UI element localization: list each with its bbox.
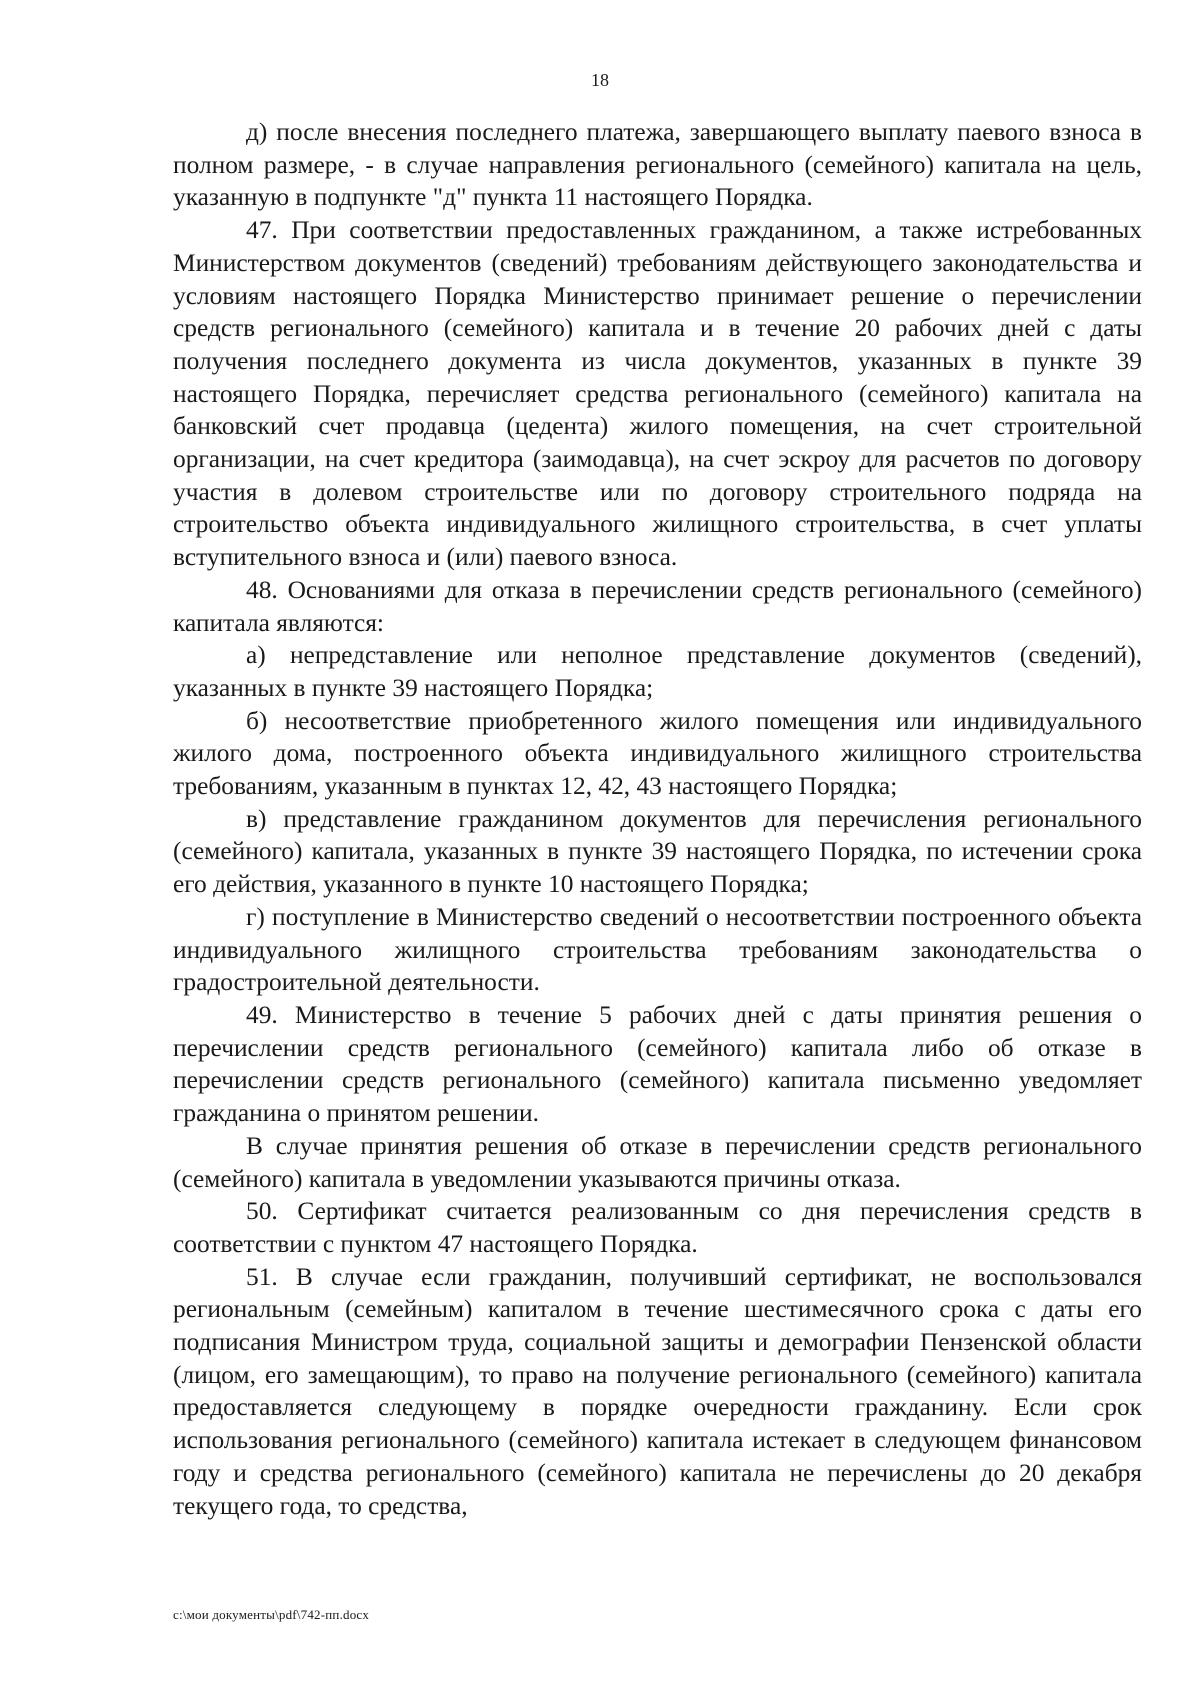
paragraph-48-item-v: в) представление гражданином документов для перечисления регионального (семейного) капитала, указанных в пункте 39 настоящего Порядка, по истечении срока его действия, указанного в пункте 10 настоящего Порядка; — [173, 804, 1142, 899]
paragraph-50: 50. Сертификат считается реализованным со дня перечисления средств в соответствии с пунктом 47 настоящего Порядка. — [173, 1197, 1142, 1258]
paragraph-51: 51. В случае если гражданин, получивший сертификат, не воспользовался региональным (семейным) капиталом в течение шестимесячного срока с даты его подписания Министром труда, социальной защиты и демографии Пензенской области (лицом, его замещающим), то право на получение регионального (семейного) капитала предоставляется следующему в порядке очередности гражданину. Если срок использования регионального (семейного) капитала истекает в следующем финансовом году и средства регионального (семейного) капитала не перечислены до 20 декабря текущего года, то средства, — [173, 1262, 1142, 1520]
paragraph-48: 48. Основаниями для отказа в перечислении средств регионального (семейного) капитала являются: — [173, 575, 1142, 637]
paragraph-47: 47. При соответствии предоставленных гражданином, а также истребованных Министерством документов (сведений) требованиям действующего законодательства и условиям настоящего Порядка Министерство принимает решение о перечислении средств регионального (семейного) капитала и в течение 20 рабочих дней с даты получения последнего документа из числа документов, указанных в пункте 39 настоящего Порядка, перечисляет средства регионального (семейного) капитала на банковский счет продавца (цедента) жилого помещения, на счет строительной организации, на счет кредитора (заимодавца), на счет эскроу для расчетов по договору участия в долевом строительстве или по договору строительного подряда на строительство объекта индивидуального жилищного строительства, в счет уплаты вступительного взноса и (или) паевого взноса. — [173, 216, 1142, 572]
footer-file-path: c:\мои документы\pdf\742-пп.docx — [173, 1607, 370, 1622]
paragraph-item-d: д) после внесения последнего платежа, завершающего выплату паевого взноса в полном размере, - в случае направления регионального (семейного) капитала на цель, указанную в подпункте "д" пункта 11 настоящего Порядка. — [173, 118, 1142, 212]
paragraph-48-item-g: г) поступление в Министерство сведений о несоответствии построенного объекта индивидуального жилищного строительства требованиям законодательства о градостроительной деятельности. — [173, 902, 1142, 997]
paragraph-49-refusal: В случае принятия решения об отказе в перечислении средств регионального (семейного) капитала в уведомлении указываются причины отказа. — [173, 1131, 1142, 1193]
paragraph-48-item-b: б) несоответствие приобретенного жилого помещения или индивидуального жилого дома, построенного объекта индивидуального жилищного строительства требованиям, указанным в пунктах 12, 42, 43 настоящего Порядка; — [173, 706, 1142, 801]
paragraph-49: 49. Министерство в течение 5 рабочих дней с даты принятия решения о перечислении средств регионального (семейного) капитала либо об отказе в перечислении средств регионального (семейного) капитала письменно уведомляет гражданина о принятом решении. — [173, 1000, 1142, 1128]
page-number: 18 — [591, 70, 609, 90]
document-body — [173, 116, 1142, 1522]
paragraph-48-item-a: а) непредставление или неполное представление документов (сведений), указанных в пункте 39 настоящего Порядка; — [173, 641, 1142, 702]
